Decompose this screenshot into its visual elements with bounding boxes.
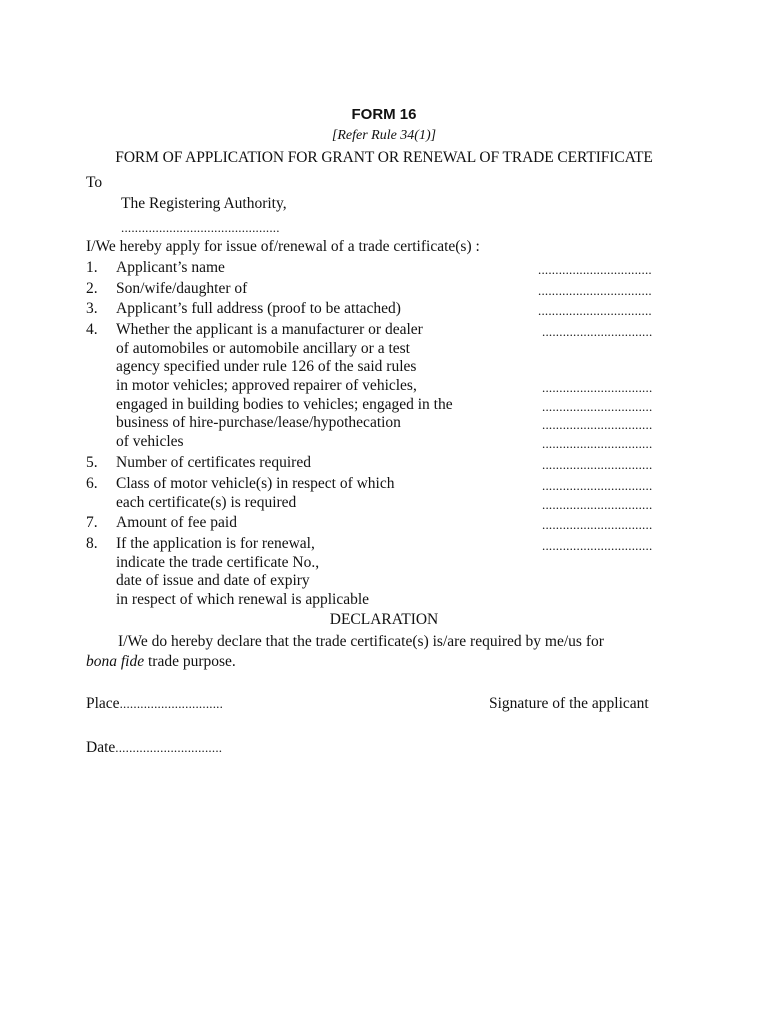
fill-in-dots: ................................	[542, 538, 653, 553]
bona-fide-italic: bona fide	[86, 653, 145, 670]
item-text: Class of motor vehicle(s) in respect of which	[116, 475, 395, 492]
declaration-line-2	[86, 653, 236, 671]
item-text: engaged in building bodies to vehicles; engaged in the	[116, 396, 453, 413]
item-text: agency specified under rule 126 of the said rules	[116, 358, 417, 375]
item-number: 6.	[86, 475, 98, 492]
item-text: Son/wife/daughter of	[116, 280, 248, 297]
item-number: 1.	[86, 259, 98, 276]
fill-in-dots: .................................	[538, 283, 652, 298]
fill-in-dots: ................................	[542, 517, 653, 532]
fill-in-dots: ................................	[542, 417, 653, 432]
item-text: in respect of which renewal is applicable	[116, 591, 370, 608]
item-text: Applicant’s name	[116, 259, 225, 276]
item-number: 4.	[86, 321, 98, 338]
item-text: of automobiles or automobile ancillary or a test	[116, 340, 410, 357]
item-text: indicate the trade certificate No.,	[116, 554, 320, 571]
date-dots: ...............................	[115, 740, 223, 755]
item-number: 8.	[86, 535, 98, 552]
addressee-to: To	[86, 174, 103, 191]
fill-in-dots: .................................	[538, 303, 652, 318]
place-field	[86, 695, 223, 713]
authority-dots: ..............................................	[121, 220, 280, 235]
declaration-heading: DECLARATION	[329, 611, 439, 628]
item-text: Applicant’s full address (proof to be attached)	[116, 300, 401, 317]
item-text: Whether the applicant is a manufacturer or dealer	[116, 321, 423, 338]
item-text: Amount of fee paid	[116, 514, 237, 531]
date-field	[86, 739, 222, 757]
item-number: 2.	[86, 280, 98, 297]
declaration-line-1: I/We do hereby declare that the trade certificate(s) is/are required by me/us for	[118, 633, 604, 650]
item-text: of vehicles	[116, 433, 184, 450]
item-number: 5.	[86, 454, 98, 471]
item-text: each certificate(s) is required	[116, 494, 297, 511]
place-dots: ..............................	[119, 696, 224, 711]
item-text: in motor vehicles; approved repairer of vehicles,	[116, 377, 417, 394]
item-number: 3.	[86, 300, 98, 317]
item-number: 7.	[86, 514, 98, 531]
fill-in-dots: ................................	[542, 324, 653, 339]
fill-in-dots: ................................	[542, 457, 653, 472]
item-text: business of hire-purchase/lease/hypothecation	[116, 414, 401, 431]
fill-in-dots: ................................	[542, 497, 653, 512]
item-text: Number of certificates required	[116, 454, 311, 471]
fill-in-dots: .................................	[538, 262, 652, 277]
fill-in-dots: ................................	[542, 436, 653, 451]
item-text: If the application is for renewal,	[116, 535, 315, 552]
form-heading: FORM OF APPLICATION FOR GRANT OR RENEWAL OF TRADE CERTIFICATE	[115, 149, 653, 166]
rule-reference: [Refer Rule 34(1)]	[331, 128, 437, 143]
date-label: Date	[86, 739, 116, 756]
declaration-line-2-rest: trade purpose.	[144, 653, 236, 670]
form-title: FORM 16	[351, 106, 417, 123]
fill-in-dots: ................................	[542, 478, 653, 493]
item-text: date of issue and date of expiry	[116, 572, 310, 589]
signature-label: Signature of the applicant	[489, 695, 649, 712]
application-intro: I/We hereby apply for issue of/renewal of a trade certificate(s) :	[86, 238, 480, 255]
fill-in-dots: ................................	[542, 380, 653, 395]
addressee-authority: The Registering Authority,	[121, 195, 287, 212]
fill-in-dots: ................................	[542, 399, 653, 414]
place-label: Place	[86, 695, 120, 712]
